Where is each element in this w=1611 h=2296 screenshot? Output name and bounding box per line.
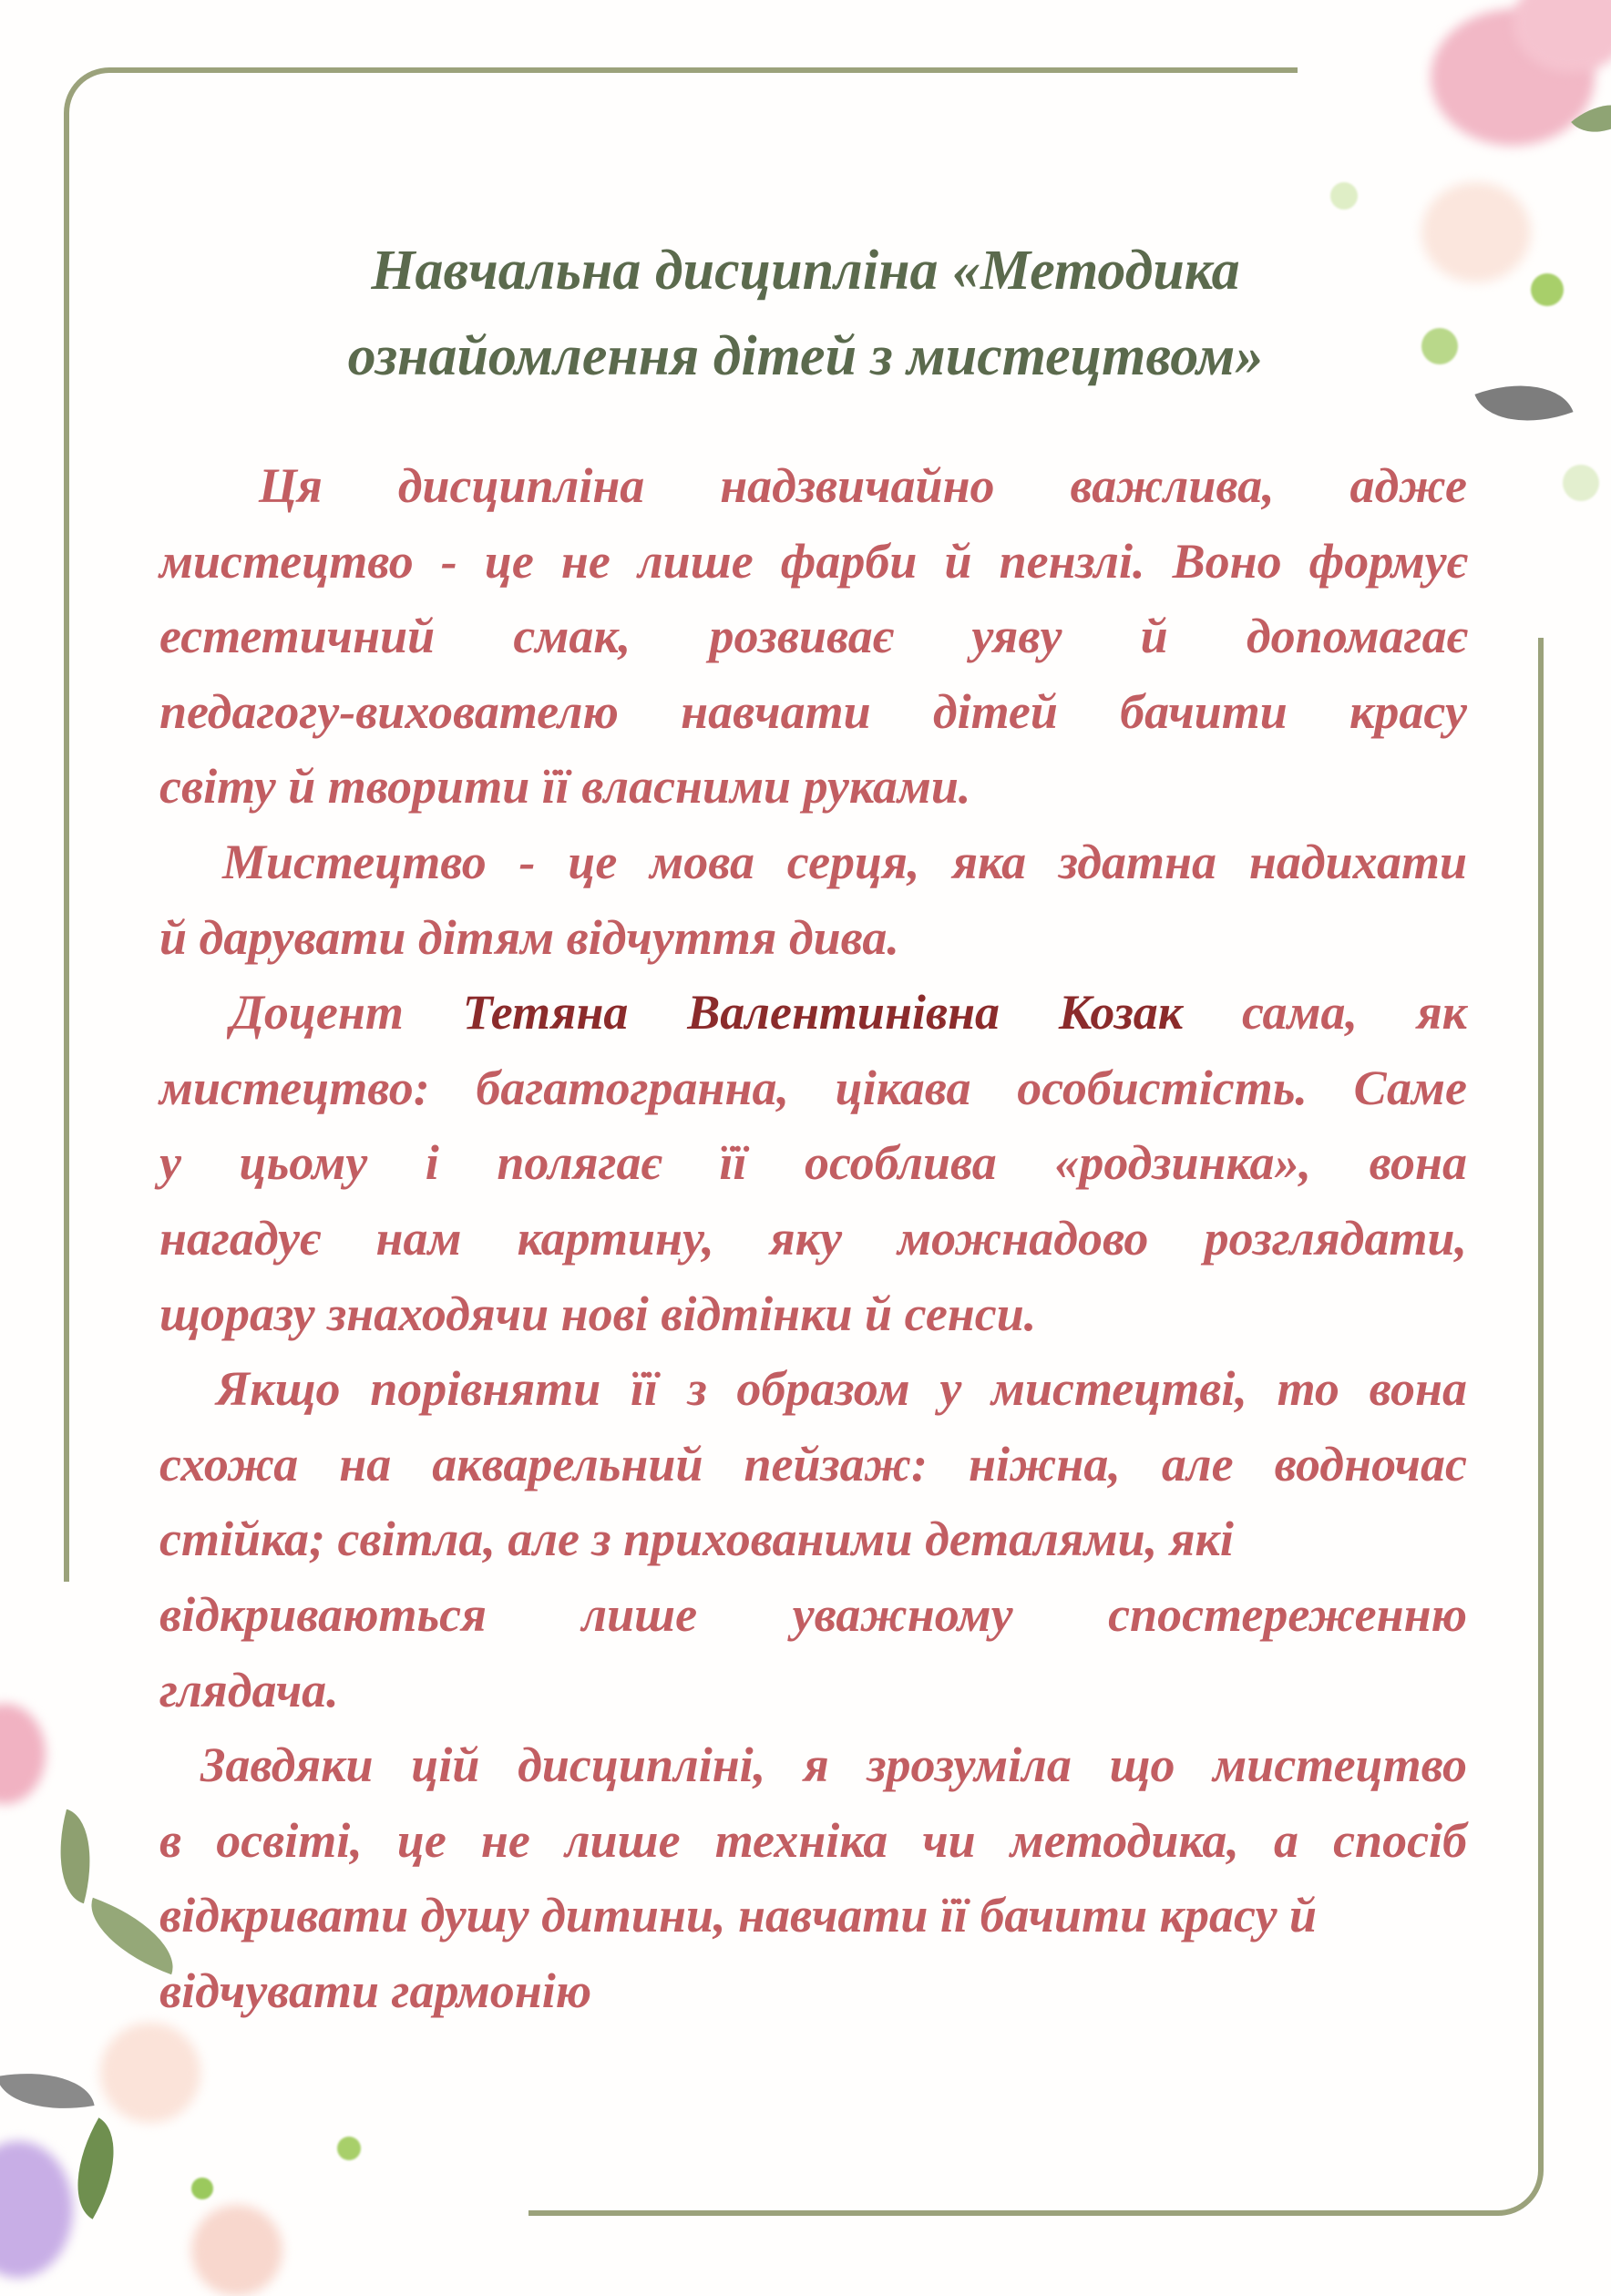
teacher-name: Тетяна Валентинівна Козак	[462, 985, 1184, 1040]
text-line: відчувати гармонію	[159, 1963, 592, 2018]
text-line: у цьому і полягає її особлива «родзинка», вона	[159, 1135, 1467, 1191]
grey-leaf-icon	[0, 2061, 95, 2122]
text-segment: Доцент	[231, 985, 404, 1040]
green-dot	[1330, 182, 1358, 210]
text-line: педагогу-вихователю навчати дітей бачити красу	[159, 683, 1467, 739]
text-line: відкривати душу дитини, навчати її бачити красу й	[159, 1888, 1318, 1943]
green-dot	[191, 2178, 213, 2199]
text-line: мистецтво: багатогранна, цікава особистість. Саме	[159, 1060, 1467, 1115]
page-title	[0, 228, 1611, 399]
text-line: в освіті, це не лише техніка чи методика, а спосіб	[159, 1812, 1467, 1868]
title-line-1: Навчальна дисципліна «Методика	[371, 240, 1240, 302]
text-line: Якщо порівняти її з образом у мистецтві, то вона	[216, 1361, 1467, 1417]
text-line: Завдяки цій дисципліні, я зрозуміла що мистецтво	[200, 1737, 1467, 1793]
body-text	[159, 448, 1467, 2028]
green-dot	[337, 2137, 361, 2160]
peach-flower-bottom-left	[100, 2023, 200, 2123]
text-line-with-name	[159, 975, 1467, 1051]
text-line: нагадує нам картину, яку можнадово розглядати,	[159, 1210, 1467, 1266]
text-line: відкриваються лише уважному спостереженню	[159, 1586, 1467, 1642]
title-line-2: ознайомлення дітей з мистецтвом»	[347, 325, 1264, 387]
peach-flower-bottom	[191, 2205, 282, 2296]
text-line: Мистецтво - це мова серця, яка здатна надихати	[222, 834, 1467, 889]
text-segment: сама, як	[1241, 985, 1468, 1040]
text-line: естетичний смак, розвиває уяву й допомагає	[159, 609, 1467, 664]
pink-flower-bottom-left	[0, 1704, 46, 1804]
green-dot	[1563, 465, 1599, 501]
text-line: глядача.	[159, 1662, 339, 1717]
text-line: Ця дисципліна надзвичайно важлива, адже	[259, 458, 1467, 513]
text-line: й дарувати дітям відчуття дива.	[159, 909, 899, 965]
text-line: світу й творити її власними руками.	[159, 759, 971, 815]
text-line: щоразу знаходячи нові відтінки й сенси.	[159, 1286, 1037, 1341]
text-line: схожа на акварельний пейзаж: ніжна, але водночас	[159, 1436, 1467, 1491]
text-line: стійка; світла, але з прихованими деталями, які	[159, 1512, 1234, 1567]
text-line: мистецтво - це не лише фарби й пензлі. Воно формує	[159, 533, 1467, 589]
purple-flower-bottom-left	[0, 2141, 73, 2278]
green-leaf-icon	[44, 1809, 106, 1903]
